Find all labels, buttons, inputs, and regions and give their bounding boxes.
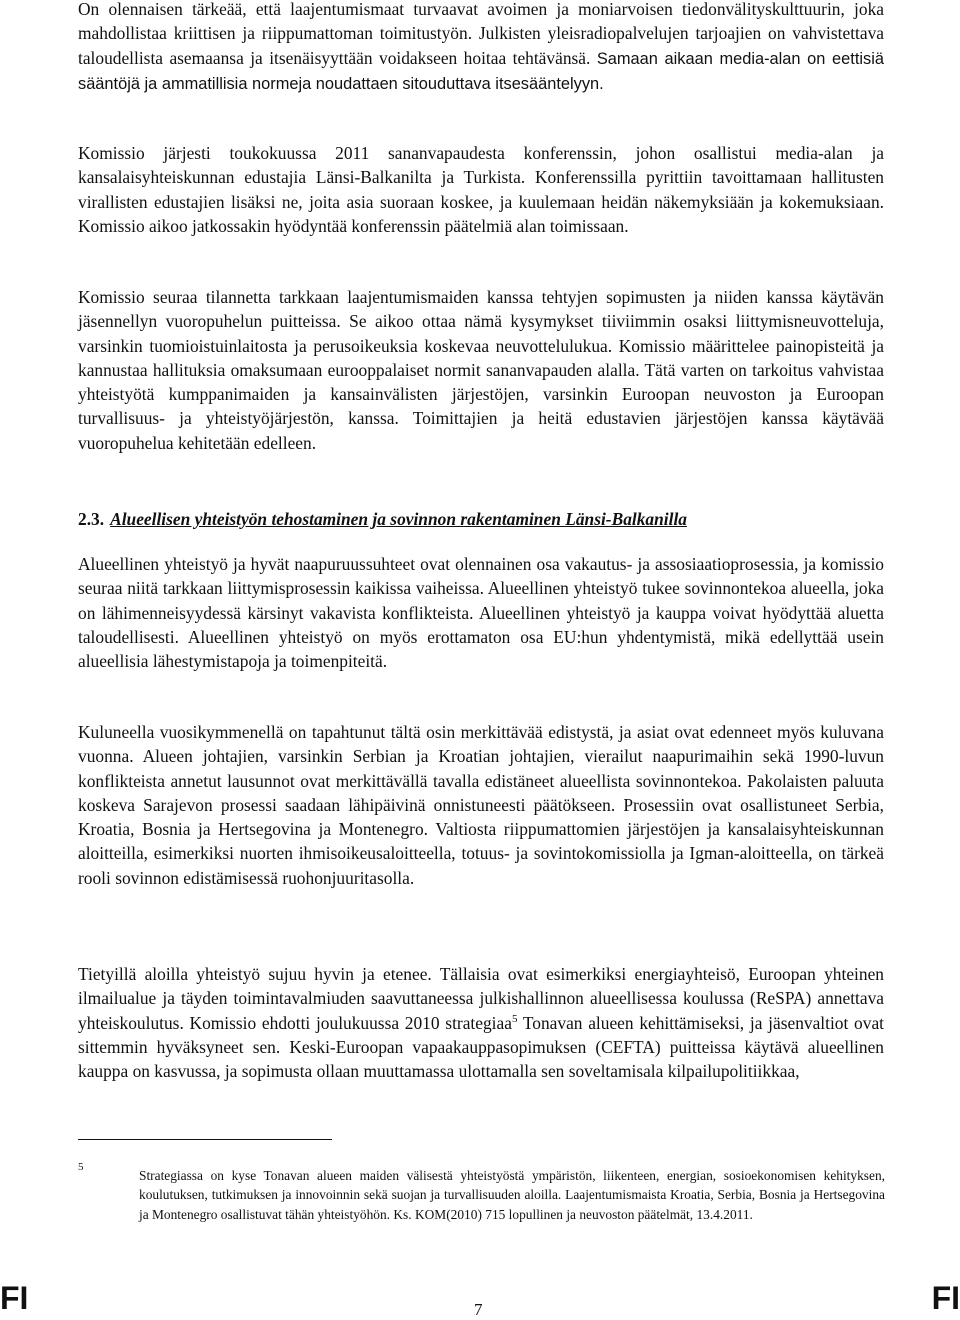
paragraph-4: Alueellinen yhteistyö ja hyvät naapuruussuhteet ovat olennainen osa vakautus- ja assosiaatioprosessia, ja komissio seuraa niitä tarkkaan liittymisprosessin kaikissa vaiheissa. Alueellinen yhteistyö tukee sovinnontekoa alueella, joka on lähimenneisyydessä kärsinyt vakavista konflikteista. Alueellinen yhteistyö ja kauppa voivat hyödyttää aluetta taloudellisesti. Alueellinen yhteistyö on myös erottamaton osa EU:hun yhdentymistä, mikä edellyttää usein alueellisia lähestymistapoja ja toimenpiteitä. xyxy=(78,554,884,672)
paragraph-6-text-b: Tonavan alueen kehittämiseksi, ja jäsenvaltiot ovat sittemmin hyväksyneet sen. Keski-Euroopan vapaakauppasopimuksen (CEFTA) puitteissa käytävä alueellinen kauppa on kasvussa, ja sopimusta ollaan muuttamassa ulottamalla sen soveltamisala kilpailupolitiikkaa, xyxy=(78,1012,884,1082)
page-number: 7 xyxy=(474,1300,483,1319)
paragraph-1-text: On olennaisen tärkeää, että laajentumismaat turvaavat avoimen ja moniarvoisen tiedonvälityskulttuurin, joka mahdollistaa kriittisen ja riippumattoman toimitustyön. Julkisten yleisradiopalvelujen tarjoajien on vahvistettava taloudellista asemaansa ja itsenäisyyttään voidakseen hoitaa tehtävänsä. xyxy=(78,0,884,68)
paragraph-6-text-a: Tietyillä aloilla yhteistyö sujuu hyvin ja etenee. Tällaisia ovat esimerkiksi energiayhteisö, Euroopan yhteinen ilmailualue ja täyden toimintavalmiuden saavuttaneessa julkishallinnon alueellisessa koulussa (ReSPA) annettava yhteiskoulutus. Komissio ehdotti joulukuussa 2010 strategiaa xyxy=(78,964,884,1033)
paragraph-2: Komissio järjesti toukokuussa 2011 sananvapaudesta konferenssin, johon osallistui media-alan ja kansalaisyhteiskunnan edustajia Länsi-Balkanilta ja Turkista. Konferenssilla pyrittiin tavoittamaan hallitusten virallisten edustajien lisäksi ne, joita asia suoraan koskee, ja kuulemaan heidän näkemyksiään ja kokemuksiaan. Komissio aikoo jatkossakin hyödyntää konferenssin päätelmiä alan toimissaan. xyxy=(78,143,884,236)
footer-language-right: FI xyxy=(931,1280,960,1316)
paragraph-3: Komissio seuraa tilannetta tarkkaan laajentumismaiden kanssa tehtyjen sopimusten ja niiden kanssa käytävän jäsennellyn vuoropuhelun puitteissa. Se aikoo ottaa nämä kysymykset tiiviimmin osaksi liittymisneuvotteluja, varsinkin tuomioistuinlaitosta ja perusoikeuksia koskevaa neuvottelulukua. Komissio määrittelee painopisteitä ja kannustaa hallituksia omaksumaan eurooppalaiset normit sananvapauden alalla. Tätä varten on tarkoitus vahvistaa yhteistyötä kumppanimaiden ja kansainvälisten järjestöjen, varsinkin Euroopan neuvoston ja Euroopan turvallisuus- ja yhteistyöjärjestön, kanssa. Toimittajien ja heitä edustavien järjestöjen kanssa käytävää vuoropuhelua kehitetään edelleen. xyxy=(78,287,884,453)
paragraph-6 xyxy=(78,962,884,1083)
section-number: 2.3. xyxy=(78,509,105,529)
section-title: Alueellisen yhteistyön tehostaminen ja sovinnon rakentaminen Länsi-Balkanilla xyxy=(110,509,687,529)
footnote-text: Strategiassa on kyse Tonavan alueen maiden välisestä yhteistyöstä ympäristön, liikenteen, energian, sosioekonomisen kehityksen, koulutuksen, tutkimuksen ja innovoinnin sekä suojan ja turvallisuuden aloilla. Laajentumismaista Kroatia, Serbia, Bosnia ja Hertsegovina ja Montenegro osallistuvat tähän yhteistyöhön. Ks. KOM(2010) 715 lopullinen ja neuvoston päätelmät, 13.4.2011. xyxy=(139,1168,885,1222)
paragraph-1-sans-text: Samaan aikaan media-alan on eettisiä sääntöjä ja ammatillisia normeja noudattaen sitouduttava itsesääntelyyn. xyxy=(78,49,884,93)
paragraph-1 xyxy=(78,0,884,96)
footer-language-left: FI xyxy=(0,1280,29,1316)
section-heading xyxy=(78,507,884,531)
footnote-reference[interactable]: 5 xyxy=(511,1012,518,1025)
paragraph-5: Kuluneella vuosikymmenellä on tapahtunut tältä osin merkittävää edistystä, ja asiat ovat edenneet myös kuluvana vuonna. Alueen johtajien, varsinkin Serbian ja Kroatian johtajien, vierailut naapurimaihin sekä 1990-luvun konflikteista annetut lausunnot ovat merkittävällä tavalla edistäneet alueellista sovinnontekoa. Pakolaisten paluuta koskeva Sarajevon prosessi saadaan lähipäivinä onnistuneesti päätökseen. Prosessiin ovat osallistuneet Serbia, Kroatia, Bosnia ja Hertsegovina ja Montenegro. Valtiosta riippumattomien järjestöjen ja kansalaisyhteiskunnan aloitteilla, esimerkiksi nuorten ihmisoikeusaloitteella, totuus- ja sovintokomissiolla ja Igman-aloitteella, on tärkeä rooli sovinnon edistämisessä ruohonjuuritasolla. xyxy=(78,722,884,888)
footnote-separator xyxy=(78,1139,332,1140)
footnote-mark: 5 xyxy=(78,1161,84,1173)
